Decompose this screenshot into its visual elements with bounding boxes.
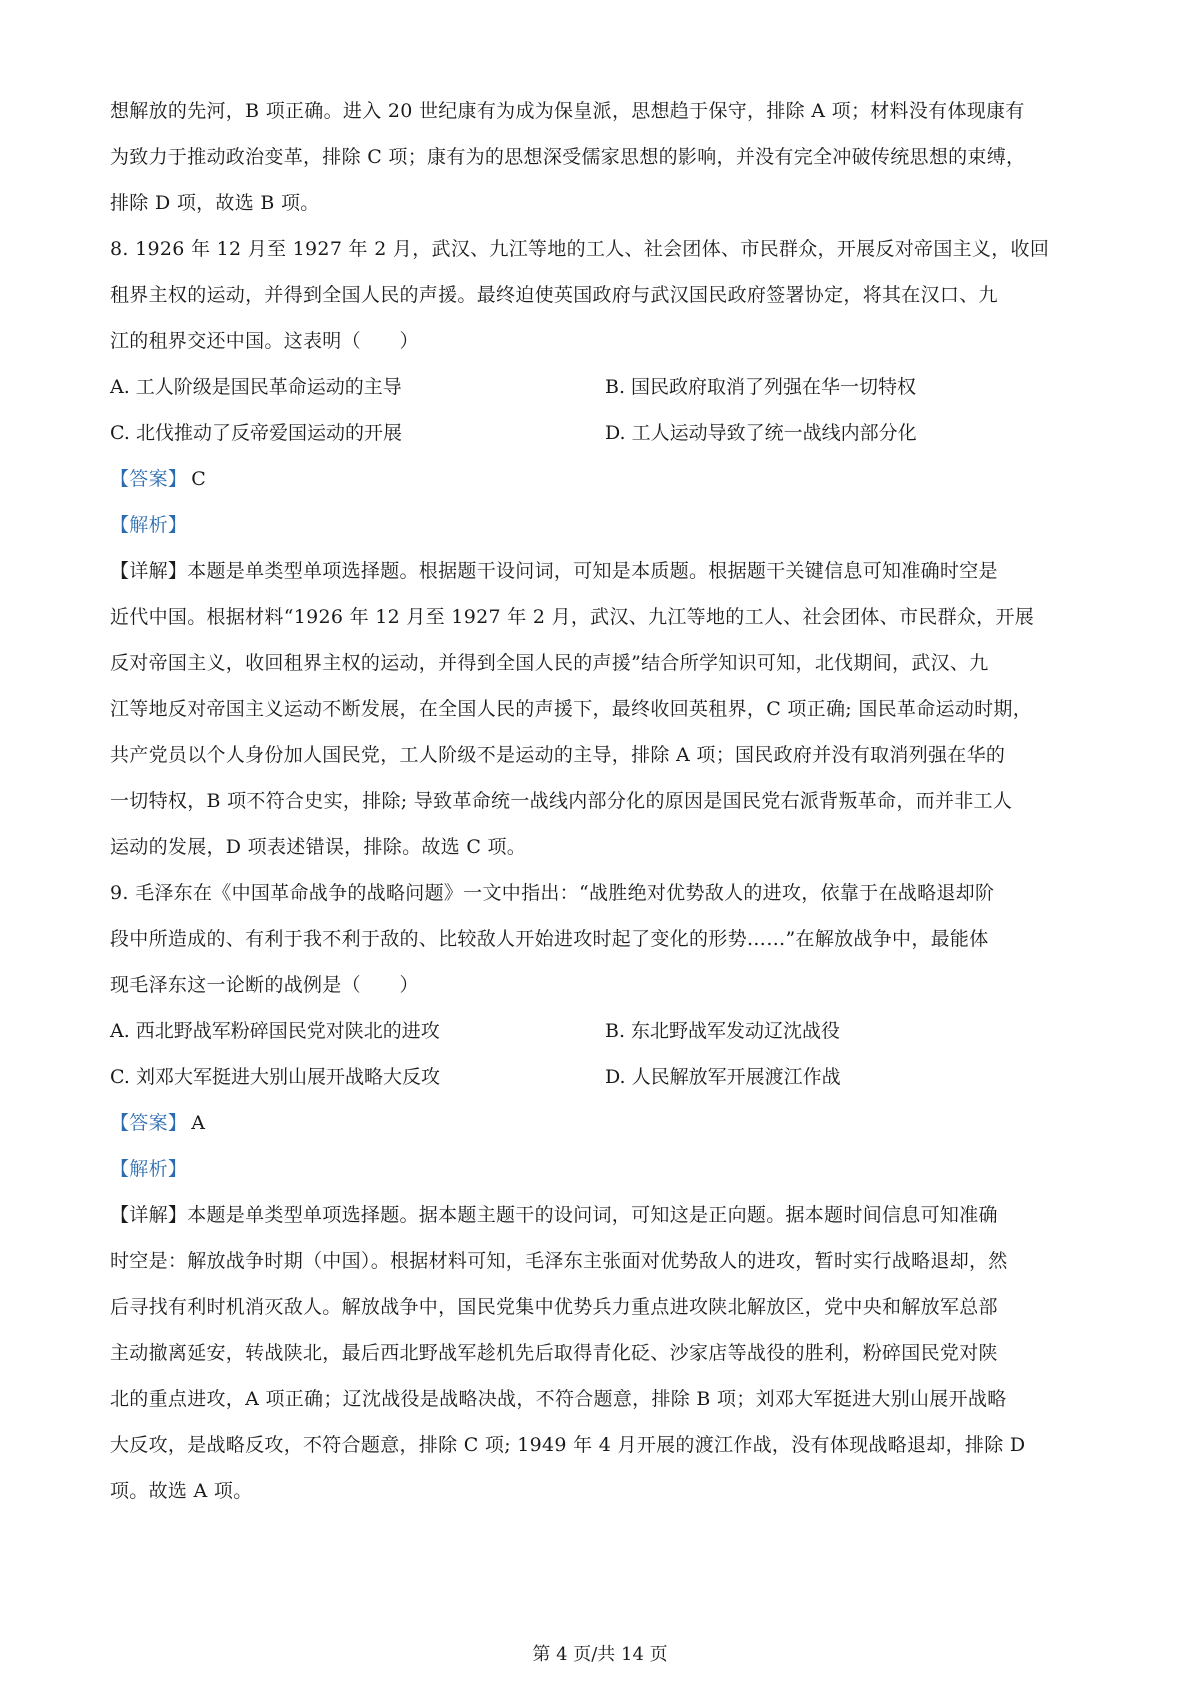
analysis-label: 【解析】	[110, 1158, 188, 1180]
question-stem-line: 江的租界交还中国。这表明（ ）	[110, 330, 419, 352]
detail-line: 江等地反对帝国主义运动不断发展，在全国人民的声援下，最终收回英租界，C 项正确; 国民革命运动时期，	[110, 698, 1033, 720]
detail-line: 大反攻，是战略反攻，不符合题意，排除 C 项; 1949 年 4 月开展的渡江作战，没有体现战略退却，排除 D	[110, 1434, 1026, 1456]
text-line: 为致力于推动政治变革，排除 C 项；康有为的思想深受儒家思想的影响，并没有完全冲破传统思想的束缚，	[110, 146, 1026, 168]
text-line: 排除 D 项，故选 B 项。	[110, 192, 320, 214]
option-a: A. 工人阶级是国民革命运动的主导	[110, 376, 402, 398]
detail-line: 项。故选 A 项。	[110, 1480, 253, 1502]
previous-analysis-continuation	[110, 88, 1130, 226]
option-d: D. 人民解放军开展渡江作战	[605, 1066, 841, 1088]
question-stem-line: 租界主权的运动，并得到全国人民的声援。最终迫使英国政府与武汉国民政府签署协定，将其在汉口、九	[110, 284, 998, 306]
options-row	[110, 1054, 1130, 1100]
detail-line: 主动撤离延安，转战陕北，最后西北野战军趁机先后取得青化砭、沙家店等战役的胜利，粉碎国民党对陕	[110, 1342, 998, 1364]
detail-line: 后寻找有利时机消灭敌人。解放战争中，国民党集中优势兵力重点进攻陕北解放区，党中央和解放军总部	[110, 1296, 998, 1318]
detail-line: 反对帝国主义，收回租界主权的运动，并得到全国人民的声援”结合所学知识可知，北伐期间，武汉、九	[110, 652, 989, 674]
answer-value: C	[191, 468, 207, 490]
question-8	[110, 226, 1130, 870]
option-c: C. 北伐推动了反帝爱国运动的开展	[110, 422, 402, 444]
detail-line: 近代中国。根据材料“1926 年 12 月至 1927 年 2 月，武汉、九江等地的工人、社会团体、市民群众，开展	[110, 606, 1035, 628]
option-b: B. 东北野战军发动辽沈战役	[605, 1020, 841, 1042]
detail-line: 共产党员以个人身份加人国民党，工人阶级不是运动的主导，排除 A 项；国民政府并没有取消列强在华的	[110, 744, 1006, 766]
question-9	[110, 870, 1130, 1514]
options-row	[110, 364, 1130, 410]
text-line: 想解放的先河，B 项正确。进入 20 世纪康有为成为保皇派，思想趋于保守，排除 A 项；材料没有体现康有	[110, 100, 1025, 122]
detail-line: 一切特权，B 项不符合史实，排除; 导致革命统一战线内部分化的原因是国民党右派背叛革命，而并非工人	[110, 790, 1013, 812]
options-row	[110, 410, 1130, 456]
option-c: C. 刘邓大军挺进大别山展开战略大反攻	[110, 1066, 440, 1088]
detail-line: 【详解】本题是单类型单项选择题。根据题干设问词，可知是本质题。根据题干关键信息可知准确时空是	[110, 560, 998, 582]
answer-label: 【答案】	[110, 1112, 188, 1134]
analysis-label: 【解析】	[110, 514, 188, 536]
question-stem-line: 段中所造成的、有利于我不利于敌的、比较敌人开始进攻时起了变化的形势……”在解放战争中，最能体	[110, 928, 989, 950]
option-d: D. 工人运动导致了统一战线内部分化	[605, 422, 917, 444]
option-a: A. 西北野战军粉碎国民党对陕北的进攻	[110, 1020, 440, 1042]
options-row	[110, 1008, 1130, 1054]
analysis-line	[110, 1146, 1130, 1192]
detail-line: 【详解】本题是单类型单项选择题。据本题主题干的设问词，可知这是正向题。据本题时间信息可知准确	[110, 1204, 998, 1226]
answer-label: 【答案】	[110, 468, 188, 490]
answer-line	[110, 1100, 1130, 1146]
analysis-line	[110, 502, 1130, 548]
question-stem-line: 8. 1926 年 12 月至 1927 年 2 月，武汉、九江等地的工人、社会团体、市民群众，开展反对帝国主义，收回	[110, 238, 1050, 260]
detail-line: 运动的发展，D 项表述错误，排除。故选 C 项。	[110, 836, 527, 858]
option-b: B. 国民政府取消了列强在华一切特权	[605, 376, 917, 398]
document-page	[110, 88, 1130, 1514]
answer-line	[110, 456, 1130, 502]
page-number: 第 4 页/共 14 页	[532, 1644, 668, 1665]
answer-value: A	[191, 1112, 206, 1134]
question-stem-line: 9. 毛泽东在《中国革命战争的战略问题》一文中指出：“战胜绝对优势敌人的进攻，依靠于在战略退却阶	[110, 882, 995, 904]
question-stem-line: 现毛泽东这一论断的战例是（ ）	[110, 974, 419, 996]
detail-line: 时空是：解放战争时期（中国）。根据材料可知，毛泽东主张面对优势敌人的进攻，暂时实行战略退却，然	[110, 1250, 1008, 1272]
detail-line: 北的重点进攻，A 项正确；辽沈战役是战略决战，不符合题意，排除 B 项；刘邓大军挺进大别山展开战略	[110, 1388, 1007, 1410]
